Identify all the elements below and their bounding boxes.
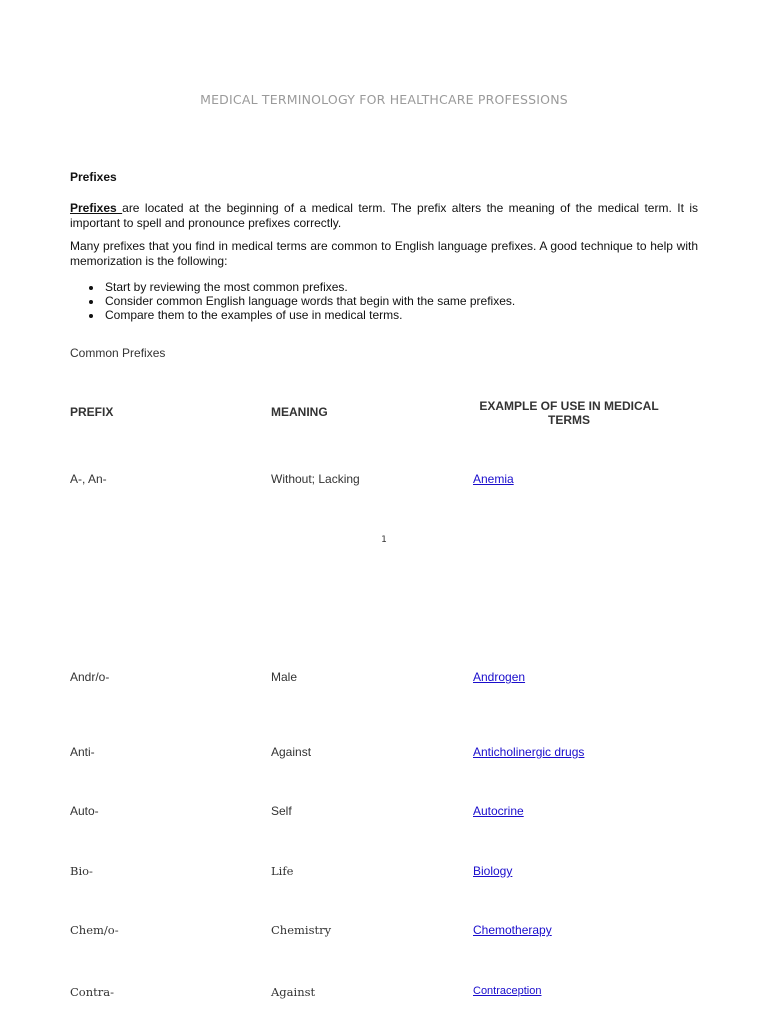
technique-list [70,280,515,322]
prefixes-term: Prefixes [70,201,123,215]
table-cell-prefix: A-, An- [70,472,107,486]
table-cell-meaning: Life [271,864,294,878]
table-cell-meaning: Chemistry [271,923,332,937]
column-header-prefix: PREFIX [70,405,114,419]
column-header-example: EXAMPLE OF USE IN MEDICAL TERMS [479,399,659,427]
table-cell-prefix: Andr/o- [70,670,110,684]
intro-paragraph-text: are located at the beginning of a medical term. The prefix alters the meaning of the medical term. It is important to spell and pronounce prefixes correctly. [70,201,698,230]
table-cell-prefix: Anti- [70,745,95,759]
document-title: MEDICAL TERMINOLOGY FOR HEALTHCARE PROFESSIONS [200,92,568,107]
section-heading: Prefixes [70,170,117,184]
intro-paragraph [70,201,698,231]
table-cell-meaning: Against [271,745,312,759]
example-link[interactable]: Autocrine [473,804,524,818]
example-link[interactable]: Contraception [473,985,542,997]
table-cell-prefix: Chem/o- [70,923,119,937]
memorization-paragraph: Many prefixes that you find in medical terms are common to English language prefixes. A good technique to help with memorization is the following: [70,239,698,268]
example-link[interactable]: Biology [473,864,513,878]
example-link[interactable]: Anticholinergic drugs [473,745,585,759]
page-number: 1 [381,535,387,545]
example-link[interactable]: Androgen [473,670,526,684]
table-caption: Common Prefixes [70,346,166,360]
table-cell-meaning: Male [271,670,298,684]
table-cell-prefix: Bio- [70,864,93,878]
list-item: Start by reviewing the most common prefixes. [70,280,515,294]
table-cell-meaning: Against [271,985,316,999]
list-item: Consider common English language words that begin with the same prefixes. [70,294,515,308]
table-cell-meaning: Self [271,804,292,818]
example-link[interactable]: Anemia [473,472,514,486]
example-link[interactable]: Chemotherapy [473,923,552,937]
table-cell-meaning: Without; Lacking [271,472,360,486]
table-cell-prefix: Contra- [70,985,114,999]
list-item: Compare them to the examples of use in medical terms. [70,308,515,322]
table-cell-prefix: Auto- [70,804,99,818]
column-header-meaning: MEANING [271,405,328,419]
